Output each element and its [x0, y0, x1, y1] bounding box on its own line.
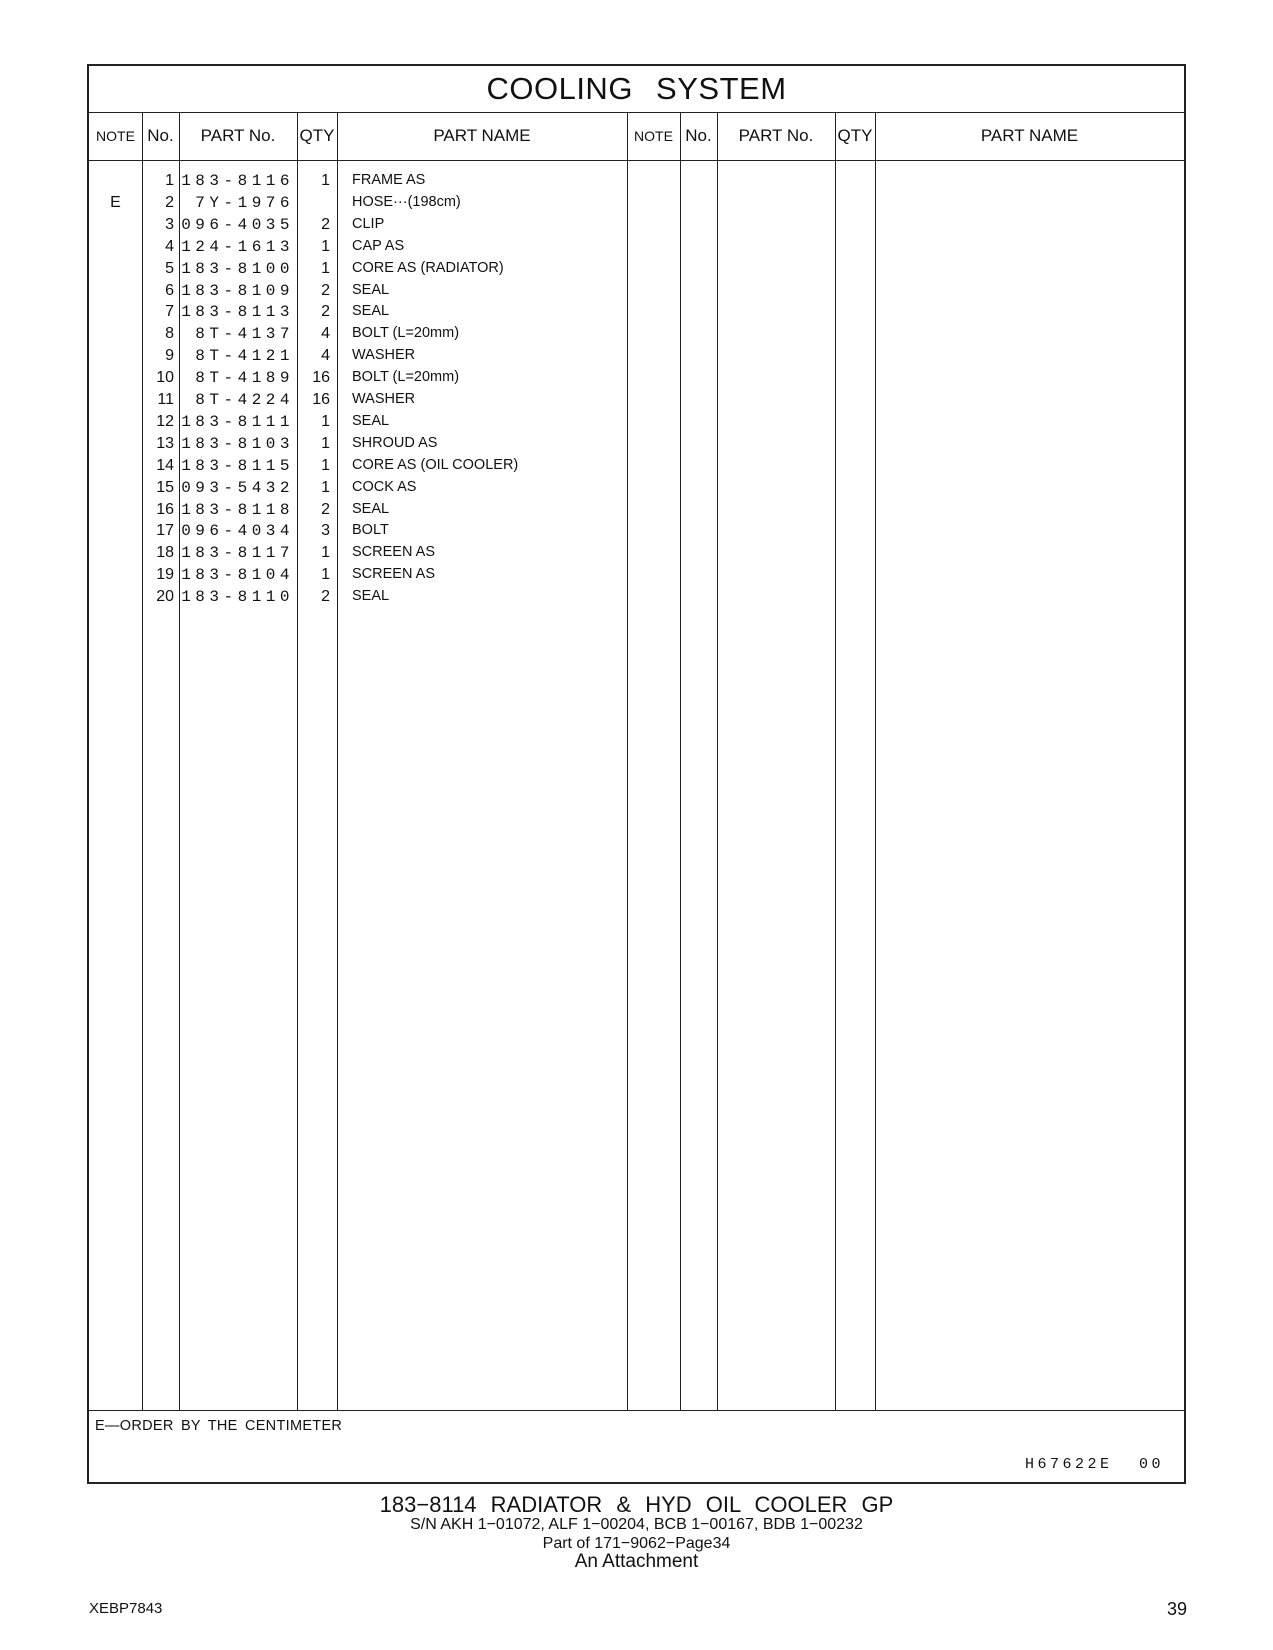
page-number: 39: [1166, 1599, 1187, 1619]
part-number-cell: 183-8104: [181, 566, 294, 585]
qty-cell: 3: [321, 522, 330, 540]
part-name-cell: HOSE···(198cm): [352, 193, 461, 210]
item-number-cell: 3: [165, 215, 174, 233]
qty-cell: 4: [321, 325, 330, 343]
item-number-cell: 14: [156, 456, 174, 474]
part-number-cell: 8T-4137: [195, 325, 294, 344]
qty-cell: 16: [312, 391, 330, 408]
column-divider: [875, 112, 876, 1410]
item-number-cell: 19: [156, 566, 174, 584]
drawing-code: H67622E 00: [1024, 1456, 1164, 1473]
table-header: [89, 112, 1184, 161]
item-number-cell: 8: [165, 325, 174, 343]
qty-cell: 1: [321, 259, 330, 277]
parts-table-frame: [87, 64, 1186, 1484]
header-part-no-left: PART No.: [200, 126, 276, 145]
qty-cell: 2: [321, 588, 330, 606]
qty-cell: 2: [321, 500, 330, 518]
note-cell: E: [110, 193, 121, 211]
column-divider: [717, 112, 718, 1410]
part-name-cell: CAP AS: [352, 237, 405, 254]
header-no-left: No.: [147, 126, 174, 145]
part-number-cell: 8T-4189: [195, 369, 294, 388]
part-number-cell: 183-8110: [181, 588, 294, 607]
qty-cell: 1: [321, 478, 330, 496]
group-caption: 183−8114 RADIATOR & HYD OIL COOLER GP: [379, 1492, 894, 1517]
qty-cell: 1: [321, 412, 330, 430]
item-number-cell: 9: [165, 347, 174, 365]
part-number-cell: 124-1613: [181, 237, 294, 256]
column-divider: [835, 112, 836, 1410]
item-number-cell: 17: [156, 522, 174, 540]
item-number-cell: 5: [165, 259, 174, 277]
item-number-cell: 13: [156, 434, 174, 452]
qty-cell: 1: [321, 566, 330, 584]
part-number-cell: 8T-4121: [195, 347, 294, 366]
part-number-cell: 8T-4224: [195, 391, 294, 409]
qty-cell: 1: [321, 434, 330, 452]
attachment-label: An Attachment: [574, 1551, 699, 1572]
part-name-cell: SCREEN AS: [352, 566, 435, 583]
part-number-cell: 183-8118: [181, 500, 294, 519]
item-number-cell: 10: [156, 369, 174, 387]
part-number-cell: 183-8100: [181, 259, 294, 278]
qty-cell: 2: [321, 215, 330, 233]
part-name-cell: SEAL: [352, 281, 390, 298]
part-number-cell: 183-8116: [181, 172, 294, 190]
section-title: COOLING SYSTEM: [89, 66, 1184, 113]
part-name-cell: WASHER: [352, 347, 416, 364]
qty-cell: 4: [321, 347, 330, 365]
item-number-cell: 1: [165, 172, 174, 189]
qty-cell: 2: [321, 281, 330, 299]
qty-cell: 1: [321, 456, 330, 474]
part-name-cell: SCREEN AS: [352, 544, 435, 561]
part-number-cell: 183-8109: [181, 281, 294, 300]
part-number-cell: 183-8111: [181, 412, 294, 431]
item-number-cell: 2: [165, 193, 174, 211]
part-name-cell: SHROUD AS: [352, 434, 438, 451]
part-number-cell: 096-4034: [181, 522, 294, 541]
item-number-cell: 18: [156, 544, 174, 562]
part-name-cell: COCK AS: [352, 478, 417, 495]
part-number-cell: 183-8113: [181, 303, 294, 322]
header-qty-left: QTY: [299, 126, 335, 145]
item-number-cell: 11: [157, 391, 174, 408]
qty-cell: 1: [321, 172, 330, 189]
qty-cell: 16: [312, 369, 330, 387]
item-number-cell: 12: [156, 412, 174, 430]
header-no-right: No.: [685, 126, 712, 145]
part-name-cell: CORE AS (RADIATOR): [352, 259, 504, 276]
footnote: E—ORDER BY THE CENTIMETER: [95, 1418, 343, 1434]
item-number-cell: 15: [156, 478, 174, 496]
part-name-cell: SEAL: [352, 412, 390, 429]
part-name-cell: BOLT (L=20mm): [352, 325, 460, 342]
item-number-cell: 6: [165, 281, 174, 299]
part-name-cell: SEAL: [352, 588, 390, 605]
qty-cell: 2: [321, 303, 330, 321]
item-number-cell: 20: [156, 588, 174, 606]
part-number-cell: 7Y-1976: [195, 193, 294, 212]
header-part-no-right: PART No.: [738, 126, 814, 145]
part-name-cell: CORE AS (OIL COOLER): [352, 456, 519, 473]
header-qty-right: QTY: [837, 126, 873, 145]
part-name-cell: BOLT: [352, 522, 389, 539]
part-of-reference: Part of 171−9062−Page34: [542, 1535, 731, 1552]
document-id: XEBP7843: [89, 1600, 163, 1617]
table-bottom-rule: [89, 1410, 1184, 1411]
column-divider: [680, 112, 681, 1410]
header-note-right: NOTE: [634, 128, 673, 144]
item-number-cell: 7: [165, 303, 174, 321]
part-number-cell: 183-8103: [181, 434, 294, 453]
header-part-name-left: PART NAME: [433, 126, 531, 145]
column-divider: [337, 112, 338, 1410]
part-name-cell: FRAME AS: [352, 172, 426, 188]
part-name-cell: SEAL: [352, 303, 390, 320]
part-number-cell: 093-5432: [181, 478, 294, 497]
part-number-cell: 183-8115: [181, 456, 294, 475]
item-number-cell: 4: [165, 237, 174, 255]
header-part-name-right: PART NAME: [980, 126, 1079, 145]
qty-cell: 1: [321, 237, 330, 255]
part-name-cell: WASHER: [352, 391, 416, 407]
part-number-cell: 096-4035: [181, 215, 294, 234]
part-name-cell: CLIP: [352, 215, 385, 232]
qty-cell: 1: [321, 544, 330, 562]
item-number-cell: 16: [156, 500, 174, 518]
part-number-cell: 183-8117: [181, 544, 294, 563]
header-note-left: NOTE: [96, 128, 135, 144]
part-name-cell: SEAL: [352, 500, 390, 517]
serial-numbers: S/N AKH 1−01072, ALF 1−00204, BCB 1−00167, BDB 1−00232: [410, 1516, 863, 1533]
part-name-cell: BOLT (L=20mm): [352, 369, 460, 386]
